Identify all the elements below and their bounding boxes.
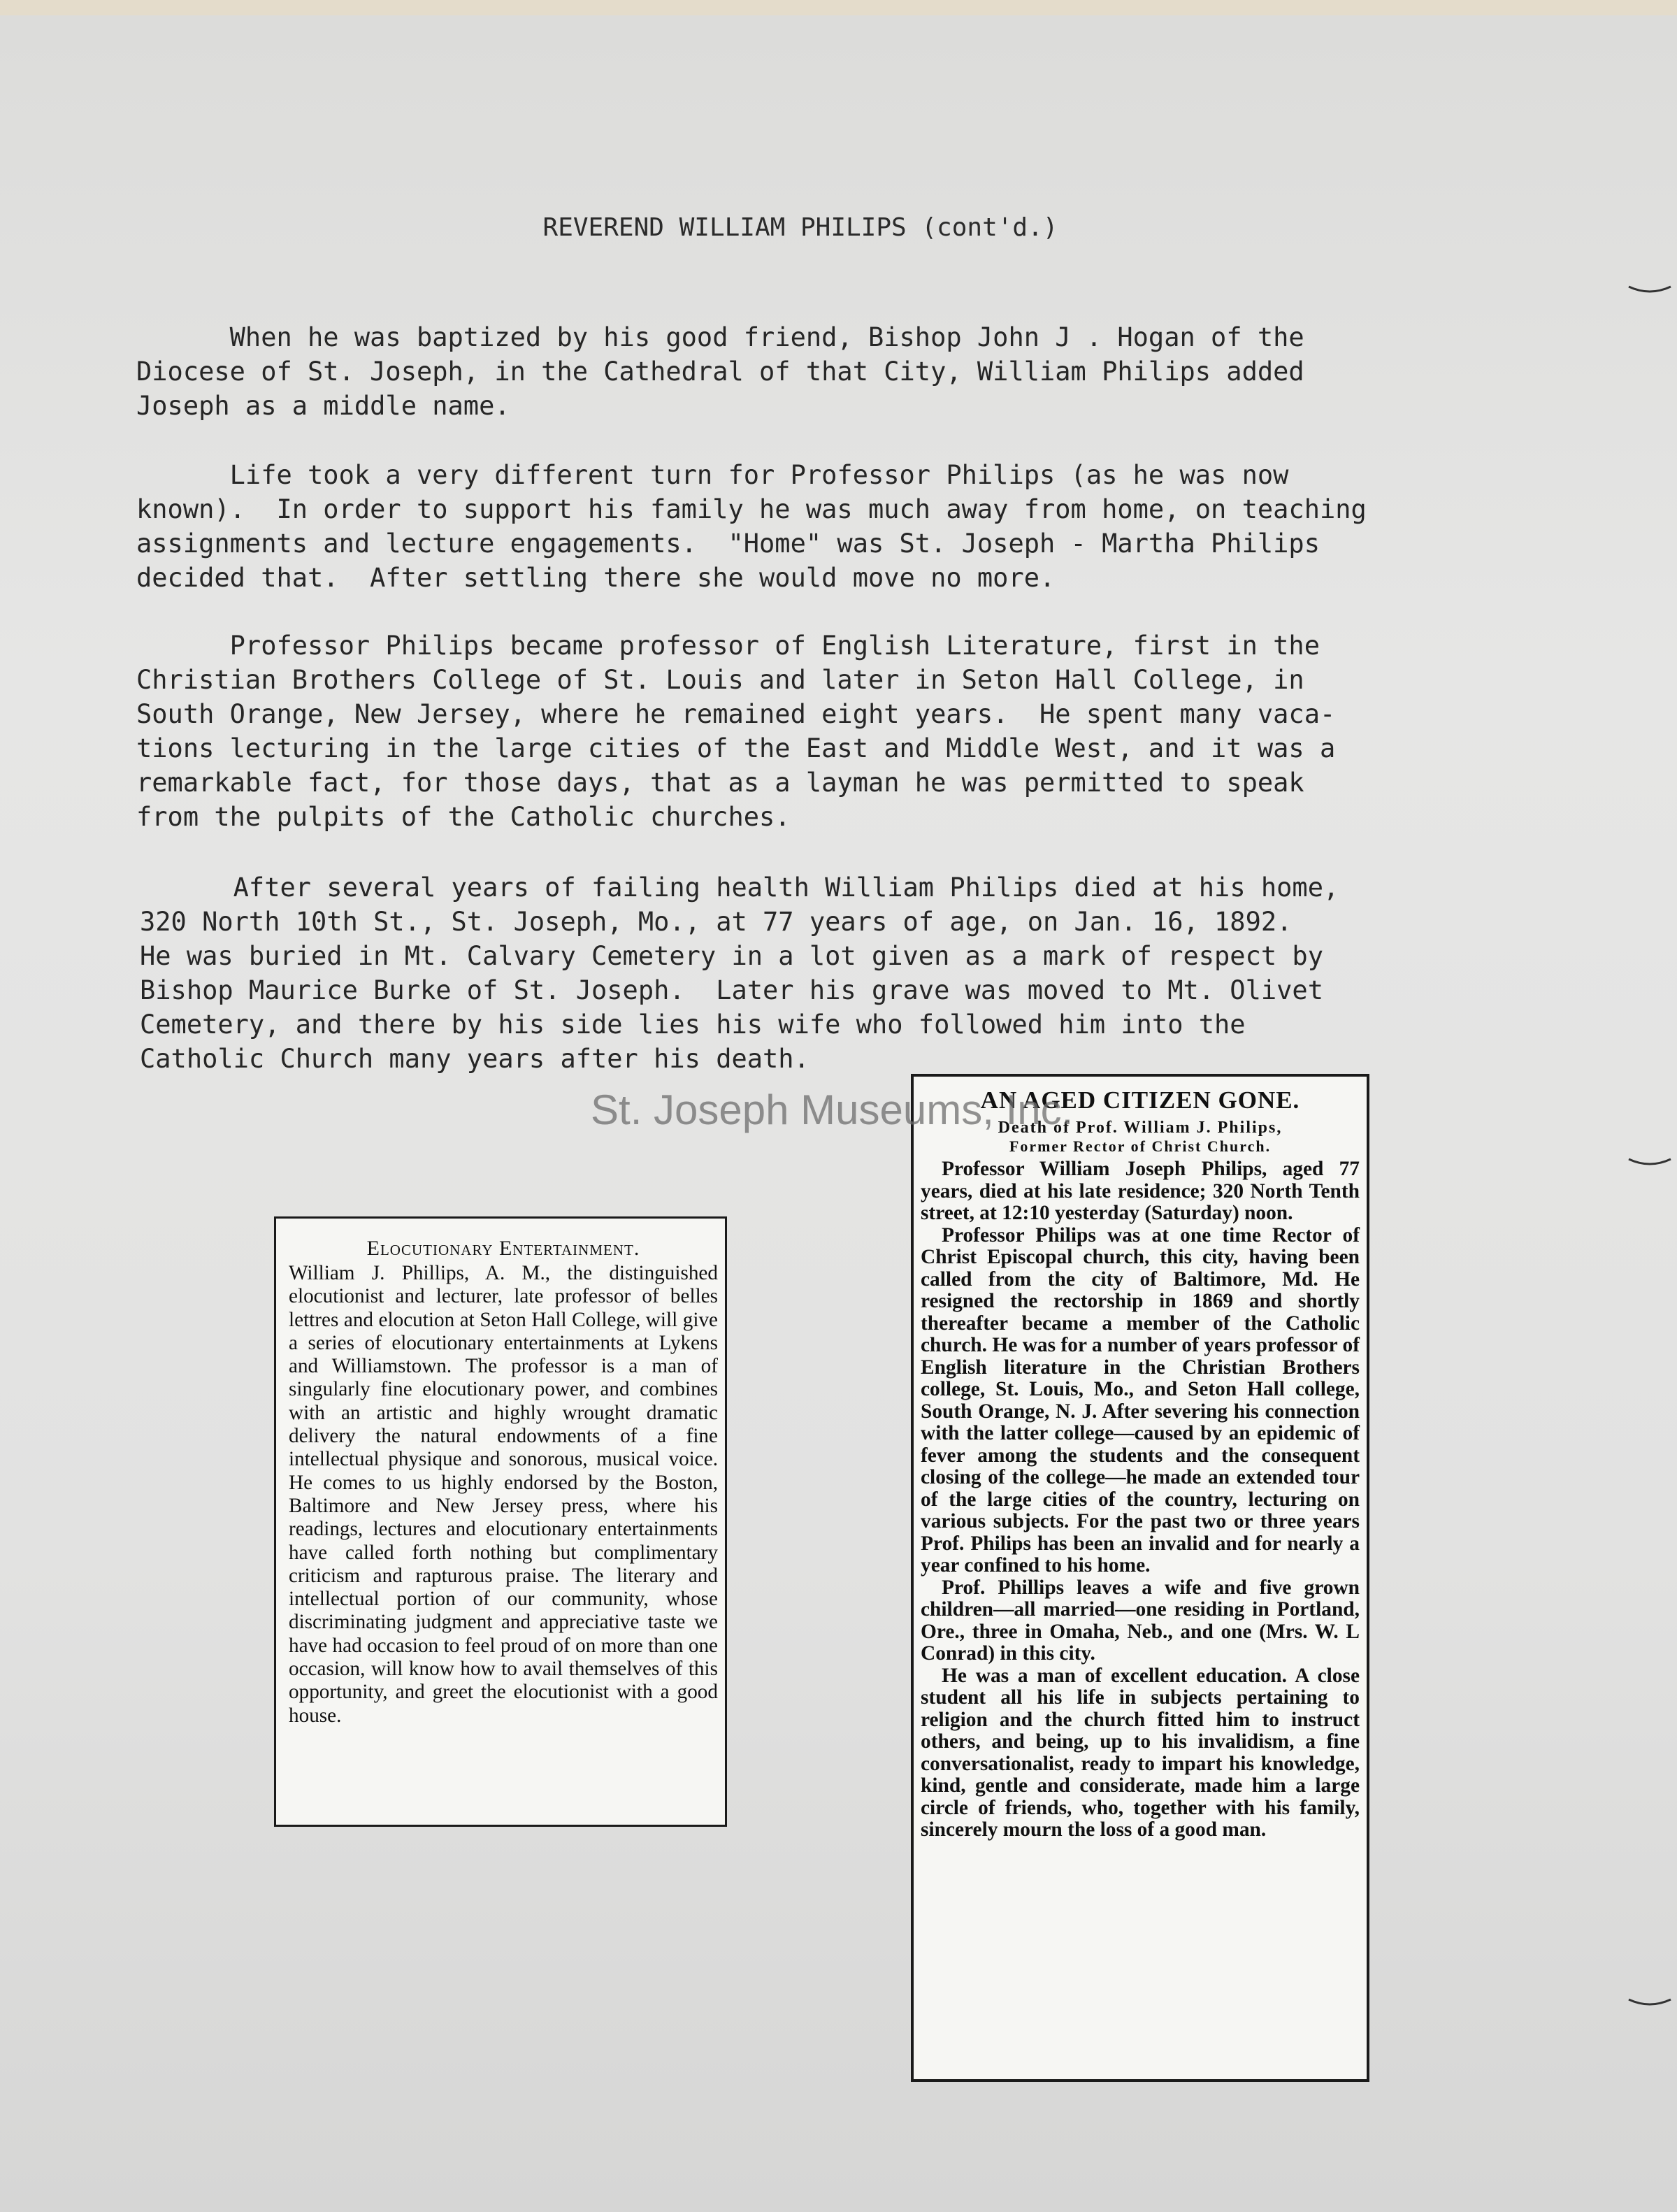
page-edge-marks: [1622, 273, 1677, 2020]
clipping-paragraph: He was a man of excellent education. A close student all his life in subjects pertaining to religion and the church fitted him to instruct others, and being, up to his invalidism, a fine conversationalist, ready to impart his knowledge, kind, gentle and considerate, made him a large circle of friends, who, together with his family, sincerely mourn the loss of a good man.: [921, 1664, 1360, 1841]
clipping-paragraph: Professor William Joseph Philips, aged 77 years, died at his late residence; 320 North Tenth street, at 12:10 yesterday (Saturday) noon.: [921, 1158, 1360, 1224]
paragraph-2: Life took a very different turn for Professor Philips (as he was now known). In order to support his family he was much away from home, on teaching assignments and lecture engagements. "Home" was St. Joseph - Martha Philips decided that. After settling there she would move no more.: [136, 460, 1367, 593]
newspaper-clipping-obituary: [911, 1074, 1369, 2082]
clipping-body: [921, 1158, 1360, 1841]
background-strip: [0, 0, 1677, 17]
clipping-headline: AN AGED CITIZEN GONE.: [980, 1086, 1300, 1114]
newspaper-clipping-elocutionary: [274, 1216, 727, 1827]
clipping-body: William J. Phillips, A. M., the distinguished elocutionist and lecturer, late professor of belles lettres and elocution at Seton Hall College, will give a series of elocutionary entertainments at Lykens and Williamstown. The professor is a man of singularly fine elocutionary power, and combines with an artistic and highly wrought dramatic delivery the natural endowments of a fine intellectual physique and sonorous, musical voice. He comes to us highly endorsed by the Boston, Baltimore and New Jersey press, where his readings, lectures and elocutionary entertainments have called forth nothing but complimentary criticism and rapturous praise. The literary and intellectual portion of our community, whose discriminating judgment and appreciative taste we have had occasion to feel proud of on more than one occasion, will know how to avail themselves of this opportunity, and greet the elocutionist with a good house.: [289, 1262, 718, 1727]
paragraph-3: Professor Philips became professor of English Literature, first in the Christian Brothers College of St. Louis and later in Seton Hall College, in South Orange, New Jersey, where he remained eight years. He spent many vaca- tions lecturing in the large cities of the East and Middle West, and it was a remarkable fact, for those days, that as a layman he was permitted to speak from the pulpits of the Catholic churches.: [136, 631, 1336, 832]
paragraph-1: When he was baptized by his good friend, Bishop John J . Hogan of the Diocese of St. Joseph, in the Cathedral of that City, William Philips added Joseph as a middle name.: [136, 322, 1304, 421]
clipping-subheadline: Death of Prof. William J. Philips,: [998, 1119, 1283, 1137]
clipping-paragraph: Professor Philips was at one time Rector of Christ Episcopal church, this city, having been called from the city of Baltimore, Md. He resigned the rectorship in 1869 and shortly thereafter became a member of the Catholic church. He was for a number of years professor of English literature in the Christian Brothers college, St. Louis, Mo., and Seton Hall college, South Orange, N. J. After severing his connection with the latter college—caused by an epidemic of fever among the students and the consequent closing of the college—he made an extended tour of the large cities of the country, lecturing on various subjects. For the past two or three years Prof. Philips has been an invalid and for nearly a year confined to his home.: [921, 1223, 1360, 1577]
watermark: St. Joseph Museums, Inc.: [591, 1086, 1074, 1133]
clipping-headline: Elocutionary Entertainment.: [366, 1237, 640, 1260]
clipping-paragraph: Prof. Phillips leaves a wife and five grown children—all married—one residing in Portland, Ore., three in Omaha, Neb., and one (Mrs. W. L Conrad) in this city.: [921, 1576, 1360, 1665]
paragraph-4: After several years of failing health William Philips died at his home, 320 North 10th St., St. Joseph, Mo., at 77 years of age, on Jan. 16, 1892. He was buried in Mt. Calvary Cemetery in a lot given as a mark of respect by Bishop Maurice Burke of St. Joseph. Later his grave was moved to Mt. Olivet Cemetery, and there by his side lies his wife who followed him into the Catholic Church many years after his death.: [140, 872, 1339, 1074]
page-title: REVEREND WILLIAM PHILIPS (cont'd.): [542, 213, 1058, 242]
clipping-subheadline: Former Rector of Christ Church.: [1009, 1137, 1272, 1155]
